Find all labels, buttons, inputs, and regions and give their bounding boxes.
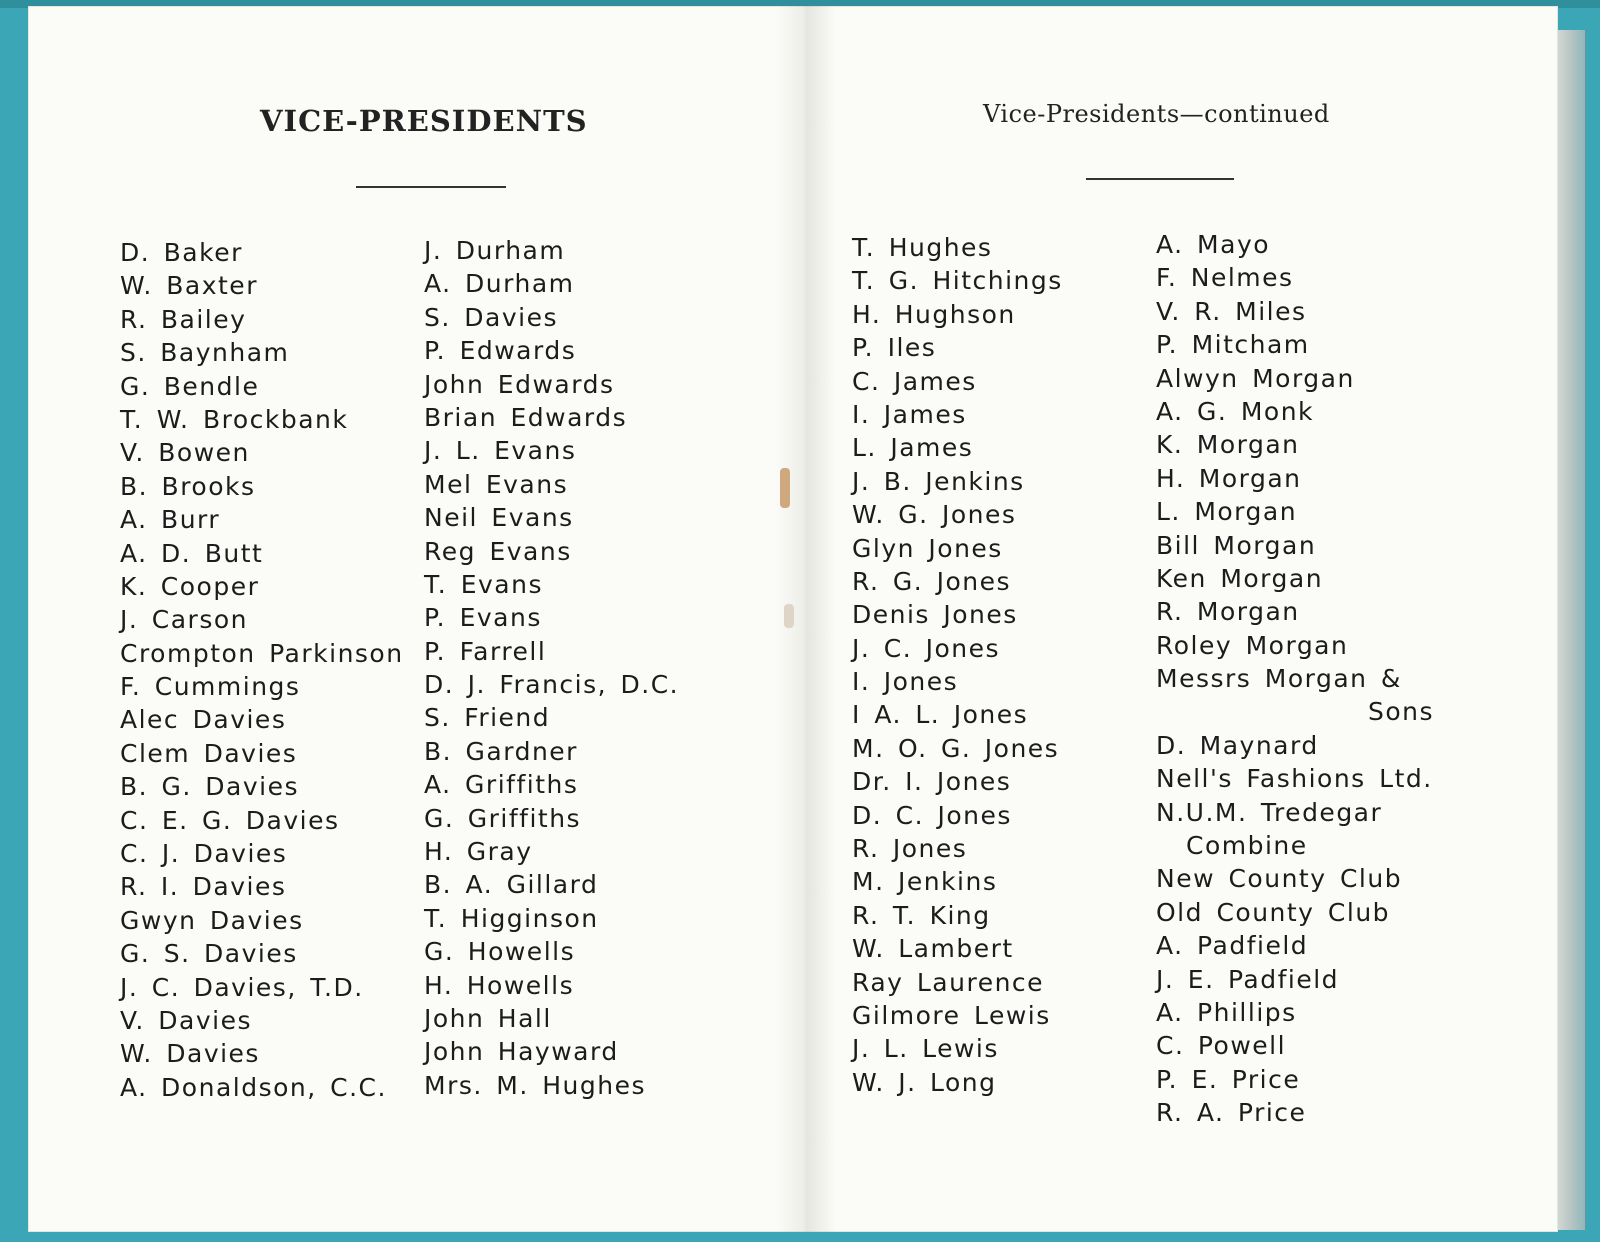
member-name: D. Maynard: [1156, 730, 1319, 760]
booklet-spread: [28, 6, 1558, 1232]
member-name: Messrs Morgan &: [1156, 664, 1402, 694]
member-name: Ken Morgan: [1156, 563, 1324, 593]
member-name: I. James: [852, 399, 967, 429]
names-column-1: [120, 236, 404, 1104]
member-name: A. Padfield: [1156, 931, 1309, 961]
right-page-heading: Vice-Presidents—continued: [983, 100, 1330, 128]
member-name: A. Griffiths: [424, 770, 579, 800]
member-name: D. C. Jones: [852, 800, 1012, 830]
member-name: A. D. Butt: [120, 538, 264, 568]
member-name: Neil Evans: [424, 503, 574, 533]
member-name: Denis Jones: [852, 600, 1018, 630]
member-name: S. Davies: [424, 302, 558, 332]
member-name: Alec Davies: [120, 705, 287, 735]
member-name: Nell's Fashions Ltd.: [1156, 764, 1433, 794]
member-name: R. T. King: [852, 900, 991, 930]
member-name: Sons: [1368, 697, 1435, 727]
binding-staple-bottom: [784, 604, 794, 628]
member-name: V. R. Miles: [1156, 296, 1307, 326]
member-name: W. G. Jones: [852, 500, 1017, 530]
member-name: S. Baynham: [120, 338, 290, 368]
page-stack-edge: [1555, 30, 1585, 1230]
member-name: G. Griffiths: [424, 803, 582, 833]
member-name: A. Burr: [120, 505, 221, 535]
member-name: G. S. Davies: [120, 939, 298, 969]
heading-divider-right: [1086, 178, 1234, 180]
member-name: J. B. Jenkins: [852, 466, 1025, 496]
member-name: J. Carson: [120, 605, 248, 635]
member-name: W. J. Long: [852, 1067, 997, 1097]
names-column-2: [424, 234, 679, 1102]
member-name: Reg Evans: [424, 536, 572, 566]
member-name: B. Gardner: [424, 736, 578, 766]
member-name: R. Morgan: [1156, 597, 1300, 627]
member-name: P. E. Price: [1156, 1064, 1301, 1094]
member-name: Glyn Jones: [852, 533, 1003, 563]
member-name: K. Cooper: [120, 571, 260, 601]
member-name: Old County Club: [1156, 897, 1391, 927]
member-name: C. J. Davies: [120, 839, 288, 869]
member-name: Dr. I. Jones: [852, 767, 1012, 797]
member-name: Crompton Parkinson: [120, 638, 404, 668]
member-name: N.U.M. Tredegar: [1156, 797, 1383, 827]
names-column-3: [852, 231, 1063, 1099]
binding-staple-top: [780, 468, 790, 508]
member-name: J. C. Davies, T.D.: [120, 972, 364, 1002]
member-name: C. James: [852, 366, 977, 396]
member-name: D. J. Francis, D.C.: [424, 670, 680, 700]
member-name: F. Cummings: [120, 672, 301, 702]
member-name: P. Farrell: [424, 636, 547, 666]
member-name: R. Jones: [852, 834, 968, 864]
member-name: Brian Edwards: [424, 402, 628, 432]
member-name: T. Evans: [424, 569, 543, 599]
member-name: F. Nelmes: [1156, 263, 1294, 293]
member-name: J. C. Jones: [852, 633, 1001, 663]
member-name: M. Jenkins: [852, 867, 998, 897]
member-name: Combine: [1186, 831, 1308, 861]
member-name: Alwyn Morgan: [1156, 363, 1355, 393]
member-name: B. Brooks: [120, 471, 256, 501]
member-name: C. Powell: [1156, 1031, 1287, 1061]
member-name: R. G. Jones: [852, 566, 1012, 596]
member-name: Mrs. M. Hughes: [424, 1070, 646, 1100]
member-name: W. Davies: [120, 1039, 260, 1069]
member-name: B. A. Gillard: [424, 870, 599, 900]
member-name: T. W. Brockbank: [120, 404, 349, 434]
left-page-heading: VICE-PRESIDENTS: [260, 104, 588, 138]
member-name: A. G. Monk: [1156, 396, 1315, 426]
member-name: G. Bendle: [120, 371, 260, 401]
member-name: J. E. Padfield: [1156, 964, 1340, 994]
member-name: A. Mayo: [1156, 230, 1271, 259]
member-name: Roley Morgan: [1156, 630, 1349, 660]
member-name: I. Jones: [852, 667, 959, 697]
member-name: R. Bailey: [120, 304, 247, 334]
member-name: R. A. Price: [1156, 1098, 1307, 1128]
member-name: A. Phillips: [1156, 997, 1297, 1027]
member-name: D. Baker: [120, 238, 243, 267]
member-name: Clem Davies: [120, 738, 298, 768]
member-name: P. Edwards: [424, 336, 577, 366]
member-name: M. O. G. Jones: [852, 733, 1060, 763]
member-name: L. James: [852, 433, 974, 463]
member-name: Gilmore Lewis: [852, 1000, 1051, 1030]
member-name: K. Morgan: [1156, 430, 1300, 460]
member-name: C. E. G. Davies: [120, 805, 340, 835]
member-name: John Hayward: [424, 1037, 619, 1067]
member-name: John Hall: [424, 1003, 552, 1033]
member-name: A. Durham: [424, 269, 575, 299]
member-name: G. Howells: [424, 937, 576, 967]
member-name: W. Lambert: [852, 934, 1014, 964]
member-name: Gwyn Davies: [120, 905, 304, 935]
member-name: Mel Evans: [424, 469, 569, 499]
member-name: H. Morgan: [1156, 463, 1302, 493]
member-name: New County Club: [1156, 864, 1403, 894]
member-name: H. Hughson: [852, 299, 1016, 329]
member-name: H. Gray: [424, 837, 533, 867]
member-name: I A. L. Jones: [852, 700, 1029, 730]
member-name: J. L. Evans: [424, 436, 577, 466]
member-name: P. Evans: [424, 603, 542, 633]
member-name: L. Morgan: [1156, 497, 1298, 527]
member-name: H. Howells: [424, 970, 575, 1000]
member-name: John Edwards: [424, 369, 615, 399]
heading-divider-left: [356, 186, 506, 188]
member-name: Ray Laurence: [852, 967, 1045, 997]
member-name: P. Mitcham: [1156, 330, 1310, 360]
member-name: V. Davies: [120, 1005, 252, 1035]
member-name: S. Friend: [424, 703, 551, 733]
member-name: T. G. Hitchings: [852, 266, 1063, 296]
member-name: Bill Morgan: [1156, 530, 1317, 560]
member-name: V. Bowen: [120, 438, 250, 468]
member-name: J. L. Lewis: [852, 1034, 999, 1064]
member-name: P. Iles: [852, 333, 937, 363]
member-name: R. I. Davies: [120, 872, 287, 902]
member-name: A. Donaldson, C.C.: [120, 1072, 387, 1102]
member-name: B. G. Davies: [120, 772, 300, 802]
member-name: J. Durham: [424, 236, 566, 265]
names-column-4: [1156, 228, 1434, 1130]
member-name: T. Higginson: [424, 903, 599, 933]
member-name: W. Baxter: [120, 271, 258, 301]
member-name: T. Hughes: [852, 233, 993, 262]
